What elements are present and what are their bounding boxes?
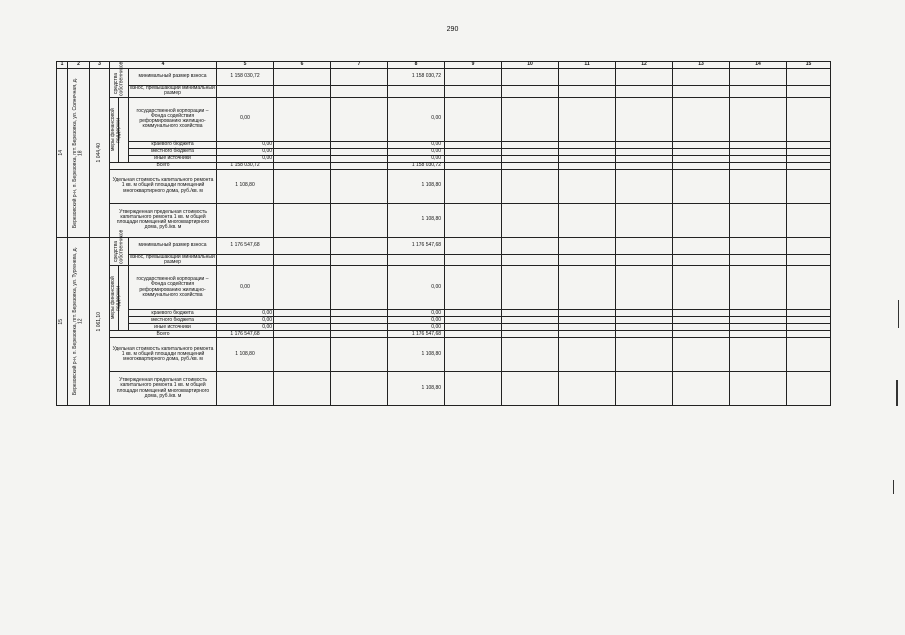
row-label-unit-cost: Удельная стоимость капитального ремонта 1 кв. м общей площади помещений многоквартирного дома, руб./кв. м [110, 338, 217, 372]
table-cell [730, 86, 787, 98]
table-cell [673, 162, 730, 169]
table-cell [787, 338, 831, 372]
table-cell [616, 310, 673, 317]
table-cell [616, 317, 673, 324]
row-label-fund: государственной корпорации – Фонда содействия реформированию жилищно-коммунального хозяйства [129, 266, 217, 310]
table-cell [730, 331, 787, 338]
sources-own-label [110, 61, 129, 98]
record-area-text: 1 061,10 [95, 311, 102, 332]
table-cell [559, 141, 616, 148]
record-number-text: 15 [58, 318, 65, 325]
value-col5: 0,00 [217, 97, 274, 141]
table-cell [274, 86, 331, 98]
table-cell [673, 155, 730, 162]
record-area-text: 1 044,40 [95, 143, 102, 163]
table-row [57, 324, 831, 331]
table-cell [616, 169, 673, 203]
table-cell [331, 310, 388, 317]
table-cell [616, 148, 673, 155]
header-cell: 8 [388, 62, 445, 69]
header-cell: 2 [68, 62, 90, 69]
header-cell: 15 [787, 62, 831, 69]
table-cell [274, 324, 331, 331]
table-cell [559, 324, 616, 331]
table-cell [559, 69, 616, 86]
table-cell [787, 169, 831, 203]
table-cell [217, 254, 274, 266]
header-cell: 13 [673, 62, 730, 69]
table-cell [787, 331, 831, 338]
table-row [57, 372, 831, 406]
table-cell [730, 155, 787, 162]
table-cell [673, 310, 730, 317]
table-cell [787, 162, 831, 169]
table-cell [502, 310, 559, 317]
table-cell [445, 141, 502, 148]
scan-artifact [893, 480, 894, 494]
table-cell [502, 97, 559, 141]
table-cell [388, 254, 445, 266]
table-cell [274, 237, 331, 254]
table-cell [616, 203, 673, 237]
table-cell [616, 237, 673, 254]
table-cell [274, 69, 331, 86]
table-cell [502, 203, 559, 237]
table-row [57, 254, 831, 266]
table-cell [331, 169, 388, 203]
table-cell [673, 69, 730, 86]
table-cell [445, 317, 502, 324]
value-col8: 0,00 [388, 155, 445, 162]
table-row [57, 317, 831, 324]
table-cell [502, 162, 559, 169]
header-cell: 9 [445, 62, 502, 69]
table-cell [616, 69, 673, 86]
sources-support-text: меры финансовой поддержки [110, 108, 122, 151]
table-cell [502, 148, 559, 155]
page-number: 290 [446, 26, 459, 33]
table-cell [616, 254, 673, 266]
row-label-total: Всего [110, 331, 217, 338]
table-cell [616, 155, 673, 162]
header-cell: 10 [502, 62, 559, 69]
value-col5: 0,00 [217, 141, 274, 148]
value-col5: 1 108,80 [217, 169, 274, 203]
table-cell [331, 86, 388, 98]
table-row [57, 203, 831, 237]
sources-support-text: меры финансовой поддержки [110, 276, 122, 320]
table-cell [730, 237, 787, 254]
table-cell [787, 372, 831, 406]
table-cell [730, 254, 787, 266]
row-label-excess-contrib: взнос, превышающий минимальный размер [130, 85, 215, 97]
table-cell [445, 338, 502, 372]
value-col8: 1 176 547,68 [388, 331, 445, 338]
table-cell [331, 237, 388, 254]
table-cell [502, 324, 559, 331]
table-cell [787, 266, 831, 310]
row-label-max-cost: Утвержденная предельная стоимость капитального ремонта 1 кв. м общей площади помещений многоквартирного дома, руб./кв. м [110, 372, 217, 406]
table-cell [559, 266, 616, 310]
table-cell [730, 266, 787, 310]
table-cell [274, 254, 331, 266]
table-cell [616, 97, 673, 141]
table-cell [673, 372, 730, 406]
table-cell [502, 141, 559, 148]
value-col5: 0,00 [217, 317, 274, 324]
value-col5: 0,00 [217, 310, 274, 317]
table-cell [673, 266, 730, 310]
record-area [90, 237, 110, 406]
table-cell [616, 141, 673, 148]
table-cell [445, 97, 502, 141]
header-cell: 7 [331, 62, 388, 69]
value-col8: 1 176 547,68 [388, 237, 445, 254]
table-cell [673, 148, 730, 155]
table-cell [217, 372, 274, 406]
table-cell [331, 148, 388, 155]
table-cell [673, 237, 730, 254]
table-cell [502, 155, 559, 162]
table-cell [445, 86, 502, 98]
table-cell [730, 141, 787, 148]
table-row [57, 338, 831, 372]
value-col5: 1 158 030,72 [217, 69, 274, 86]
table-cell [331, 141, 388, 148]
value-col8: 1 108,80 [388, 203, 445, 237]
table-cell [331, 69, 388, 86]
table-cell [445, 310, 502, 317]
table-cell [331, 324, 388, 331]
table-cell [730, 338, 787, 372]
table-cell [787, 203, 831, 237]
table-cell [445, 162, 502, 169]
table-row [57, 97, 831, 141]
table-cell [274, 155, 331, 162]
table-cell [559, 254, 616, 266]
table-cell [502, 338, 559, 372]
table-cell [274, 310, 331, 317]
table-cell [673, 324, 730, 331]
table-cell [331, 317, 388, 324]
table-cell [331, 338, 388, 372]
table-cell [616, 162, 673, 169]
table-cell [559, 148, 616, 155]
record-number [57, 69, 68, 238]
sources-support-label [110, 266, 122, 331]
sources-own-text: средства собственников [112, 61, 124, 96]
table-cell [559, 97, 616, 141]
value-col5: 1 108,80 [217, 338, 274, 372]
row-label-min-contrib: минимальный размер взноса [129, 69, 217, 86]
table-cell [673, 338, 730, 372]
table-cell [502, 372, 559, 406]
value-col8: 0,00 [388, 97, 445, 141]
value-col8: 0,00 [388, 148, 445, 155]
table-cell [559, 331, 616, 338]
table-cell [616, 86, 673, 98]
table-cell [274, 169, 331, 203]
table-cell [445, 266, 502, 310]
table-cell [502, 86, 559, 98]
value-col8: 1 108,80 [388, 169, 445, 203]
row-label-unit-cost: Удельная стоимость капитального ремонта 1 кв. м общей площади помещений многоквартирного дома, руб./кв. м [110, 169, 217, 203]
table-cell [673, 254, 730, 266]
table-cell [730, 203, 787, 237]
table-cell [502, 266, 559, 310]
scan-artifact [898, 300, 899, 328]
table-cell [445, 148, 502, 155]
table-cell [445, 237, 502, 254]
table-cell [559, 86, 616, 98]
table-cell [616, 331, 673, 338]
table-cell [274, 97, 331, 141]
table-cell [445, 372, 502, 406]
table-cell [787, 148, 831, 155]
table-cell [787, 69, 831, 86]
table-cell [559, 317, 616, 324]
table-row [57, 169, 831, 203]
sources-support-label [110, 97, 122, 162]
table-row [57, 86, 831, 98]
value-col8: 0,00 [388, 310, 445, 317]
row-label-other: иные источники [129, 155, 217, 162]
table-cell [616, 266, 673, 310]
sources-own-label [110, 230, 129, 266]
table-cell [274, 148, 331, 155]
table-cell [673, 169, 730, 203]
table-cell [730, 324, 787, 331]
value-col8: 1 108,80 [388, 338, 445, 372]
table-cell [445, 203, 502, 237]
table-cell [673, 331, 730, 338]
table-cell [616, 338, 673, 372]
table-cell [274, 372, 331, 406]
table-cell [559, 162, 616, 169]
row-label-local: местного бюджета [129, 317, 217, 324]
value-col8: 1 158 030,72 [388, 162, 445, 169]
row-label-excess-contrib: взнос, превышающий минимальный размер [130, 253, 215, 265]
row-label-regional: краевого бюджета [129, 141, 217, 148]
table-cell [217, 86, 274, 98]
table-cell [274, 317, 331, 324]
table-cell [673, 97, 730, 141]
table-cell [787, 237, 831, 254]
value-col8: 0,00 [388, 266, 445, 310]
table-cell [730, 97, 787, 141]
table-cell [730, 69, 787, 86]
table-cell [559, 338, 616, 372]
header-cell: 12 [616, 62, 673, 69]
table-cell [559, 372, 616, 406]
table-cell [730, 169, 787, 203]
table-cell [787, 141, 831, 148]
value-col5: 0,00 [217, 266, 274, 310]
header-cell: 4 [110, 62, 217, 69]
table-cell [217, 203, 274, 237]
table-cell [730, 148, 787, 155]
table-cell [502, 169, 559, 203]
record-address-text: Березовский р-н, п. Березовка, пгт. Березовка, ул. Солнечная, д. 18 [72, 77, 84, 228]
table-cell [331, 162, 388, 169]
capital-repair-table [56, 61, 831, 406]
table-cell [787, 155, 831, 162]
table-row [57, 310, 831, 317]
value-col5: 0,00 [217, 155, 274, 162]
table-cell [445, 155, 502, 162]
table-cell [787, 97, 831, 141]
value-col8: 0,00 [388, 141, 445, 148]
table-cell [559, 155, 616, 162]
value-col5: 1 176 547,68 [217, 237, 274, 254]
table-row [57, 155, 831, 162]
table-row [57, 237, 831, 254]
table-cell [445, 324, 502, 331]
table-row [57, 331, 831, 338]
table-row [57, 266, 831, 310]
record-address-text: Березовский р-н, п. Березовка, пгт. Березовка, ул. Тургенева, д. 12 [72, 247, 84, 396]
table-cell [445, 169, 502, 203]
table-cell [331, 254, 388, 266]
table-cell [274, 266, 331, 310]
table-cell [787, 310, 831, 317]
header-cell: 11 [559, 62, 616, 69]
record-number [57, 237, 68, 406]
row-label-fund: государственной корпорации – Фонда содействия реформированию жилищно-коммунального хозяйства [129, 97, 217, 141]
table-cell [787, 86, 831, 98]
table-cell [673, 141, 730, 148]
header-cell: 6 [274, 62, 331, 69]
record-address [68, 237, 90, 406]
table-cell [502, 237, 559, 254]
table-cell [331, 331, 388, 338]
row-label-other: иные источники [129, 324, 217, 331]
sources-own-text: средства собственников [112, 230, 124, 265]
table-cell [673, 203, 730, 237]
table-cell [787, 324, 831, 331]
header-cell: 5 [217, 62, 274, 69]
header-row [57, 62, 831, 69]
value-col8: 0,00 [388, 324, 445, 331]
table-cell [730, 310, 787, 317]
value-col8: 1 158 030,72 [388, 69, 445, 86]
table-cell [331, 203, 388, 237]
value-col5: 0,00 [217, 324, 274, 331]
table-cell [274, 141, 331, 148]
row-label-min-contrib: минимальный размер взноса [129, 237, 217, 254]
table-cell [559, 237, 616, 254]
table-cell [274, 162, 331, 169]
table-cell [787, 254, 831, 266]
value-col8: 1 108,80 [388, 372, 445, 406]
table-cell [502, 331, 559, 338]
table-cell [730, 162, 787, 169]
table-cell [445, 254, 502, 266]
table-cell [673, 317, 730, 324]
table-cell [787, 317, 831, 324]
row-label-total: Всего [110, 162, 217, 169]
record-area [90, 69, 110, 238]
table-row [57, 162, 831, 169]
table-cell [616, 372, 673, 406]
table-row [57, 69, 831, 86]
table-cell [388, 86, 445, 98]
table-cell [730, 372, 787, 406]
record-address [68, 69, 90, 238]
table-cell [331, 372, 388, 406]
row-label-max-cost: Утвержденная предельная стоимость капитального ремонта 1 кв. м общей площади помещений многоквартирного дома, руб./кв. м [110, 203, 217, 237]
header-cell: 1 [57, 62, 68, 69]
table-cell [274, 338, 331, 372]
table-cell [559, 310, 616, 317]
value-col5: 1 176 547,68 [217, 331, 274, 338]
header-cell: 14 [730, 62, 787, 69]
table-cell [331, 97, 388, 141]
value-col8: 0,00 [388, 317, 445, 324]
table-cell [559, 169, 616, 203]
header-cell: 3 [90, 62, 110, 69]
scan-artifact [896, 380, 898, 406]
table-cell [502, 254, 559, 266]
record-number-text: 14 [58, 150, 65, 156]
table-cell [331, 155, 388, 162]
table-cell [616, 324, 673, 331]
table-cell [445, 331, 502, 338]
row-label-local: местного бюджета [129, 148, 217, 155]
table-cell [502, 69, 559, 86]
value-col5: 1 158 030,72 [217, 162, 274, 169]
row-label-regional: краевого бюджета [129, 310, 217, 317]
table-cell [274, 203, 331, 237]
value-col5: 0,00 [217, 148, 274, 155]
table-cell [331, 266, 388, 310]
table-cell [559, 203, 616, 237]
table-cell [673, 86, 730, 98]
table-cell [502, 317, 559, 324]
table-cell [274, 331, 331, 338]
table-cell [730, 317, 787, 324]
table-cell [445, 69, 502, 86]
